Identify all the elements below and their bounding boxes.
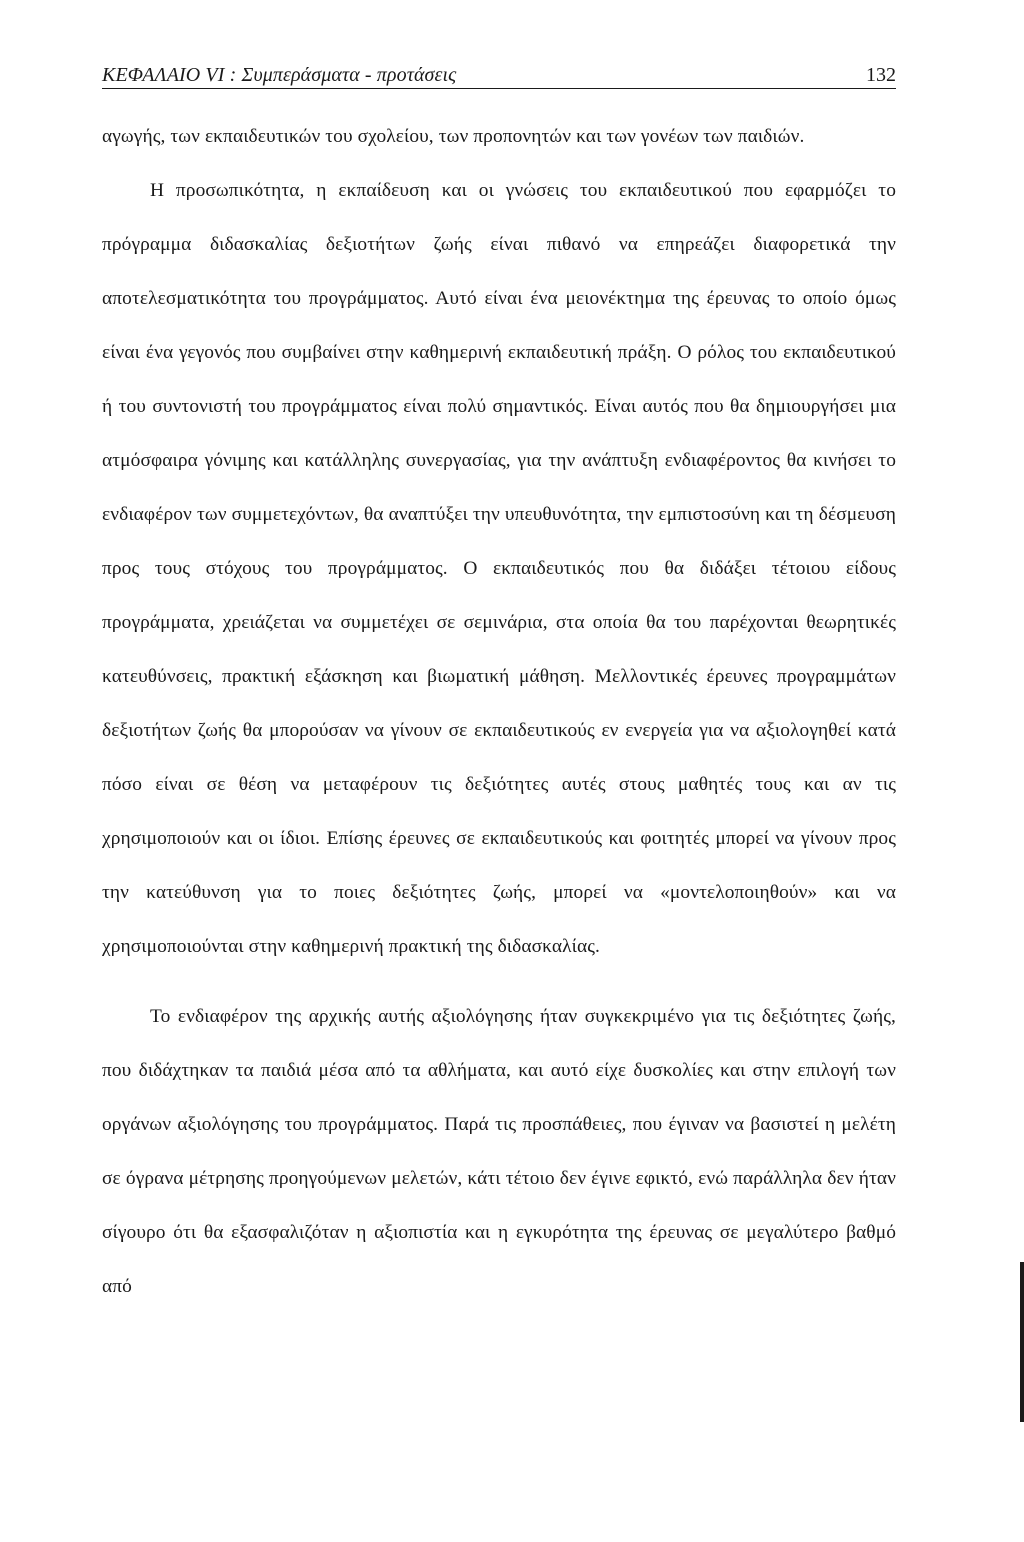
body-text	[102, 110, 896, 1314]
paragraph-gap	[102, 974, 896, 990]
chapter-title: ΚΕΦΑΛΑΙΟ VI : Συμπεράσματα - προτάσεις	[102, 64, 457, 86]
paragraph-evaluation: Το ενδιαφέρον της αρχικής αυτής αξιολόγησης ήταν συγκεκριμένο για τις δεξιότητες ζωής, που διδάχτηκαν τα παιδιά μέσα από τα αθλήματα, και αυτό είχε δυσκολίες και στην επιλογή των οργάνων αξιολόγησης του προγράμματος. Παρά τις προσπάθειες, που έγιναν να βασιστεί η μελέτη σε όγρανα μέτρησης προηγούμενων μελετών, κάτι τέτοιο δεν έγινε εφικτό, ενώ παράλληλα δεν ήταν σίγουρο ότι θα εξασφαλιζόταν η αξιοπιστία και η εγκυρότητα της έρευνας σε μεγαλύτερο βαθμό από	[102, 1006, 896, 1297]
running-header	[102, 58, 896, 89]
document-page	[102, 58, 896, 1314]
page-number: 132	[866, 64, 896, 86]
paragraph-continuation: αγωγής, των εκπαιδευτικών του σχολείου, των προπονητών και των γονέων των παιδιών.	[102, 126, 805, 147]
scan-edge-mark	[1020, 1262, 1024, 1422]
paragraph-personality: Η προσωπικότητα, η εκπαίδευση και οι γνώσεις του εκπαιδευτικού που εφαρμόζει το πρόγραμμα διδασκαλίας δεξιοτήτων ζωής είναι πιθανό να επηρεάζει διαφορετικά την αποτελεσματικότητα του προγράμματος. Αυτό είναι ένα μειονέκτημα της έρευνας το οποίο όμως είναι ένα γεγονός που συμβαίνει στην καθημερινή εκπαιδευτική πράξη. Ο ρόλος του εκπαιδευτικού ή του συντονιστή του προγράμματος είναι πολύ σημαντικός. Είναι αυτός που θα δημιουργήσει μια ατμόσφαιρα γόνιμης και κατάλληλης συνεργασίας, για την ανάπτυξη ενδιαφέροντος θα κινήσει το ενδιαφέρον των συμμετεχόντων, θα αναπτύξει την υπευθυνότητα, την εμπιστοσύνη και τη δέσμευση προς τους στόχους του προγράμματος. Ο εκπαιδευτικός που θα διδάξει τέτοιου είδους προγράμματα, χρειάζεται να συμμετέχει σε σεμινάρια, στα οποία θα του παρέχονται θεωρητικές κατευθύνσεις, πρακτική εξάσκηση και βιωματική μάθηση. Μελλοντικές έρευνες προγραμμάτων δεξιοτήτων ζωής θα μπορούσαν να γίνουν σε εκπαιδευτικούς εν ενεργεία για να αξιολογηθεί κατά πόσο είναι σε θέση να μεταφέρουν τις δεξιότητες αυτές στους μαθητές τους και αν τις χρησιμοποιούν και οι ίδιοι. Επίσης έρευνες σε εκπαιδευτικούς και φοιτητές μπορεί να γίνουν προς την κατεύθυνση για το ποιες δεξιότητες ζωής, μπορεί να «μοντελοποιηθούν» και να χρησιμοποιούνται στην καθημερινή πρακτική της διδασκαλίας.	[102, 180, 896, 957]
